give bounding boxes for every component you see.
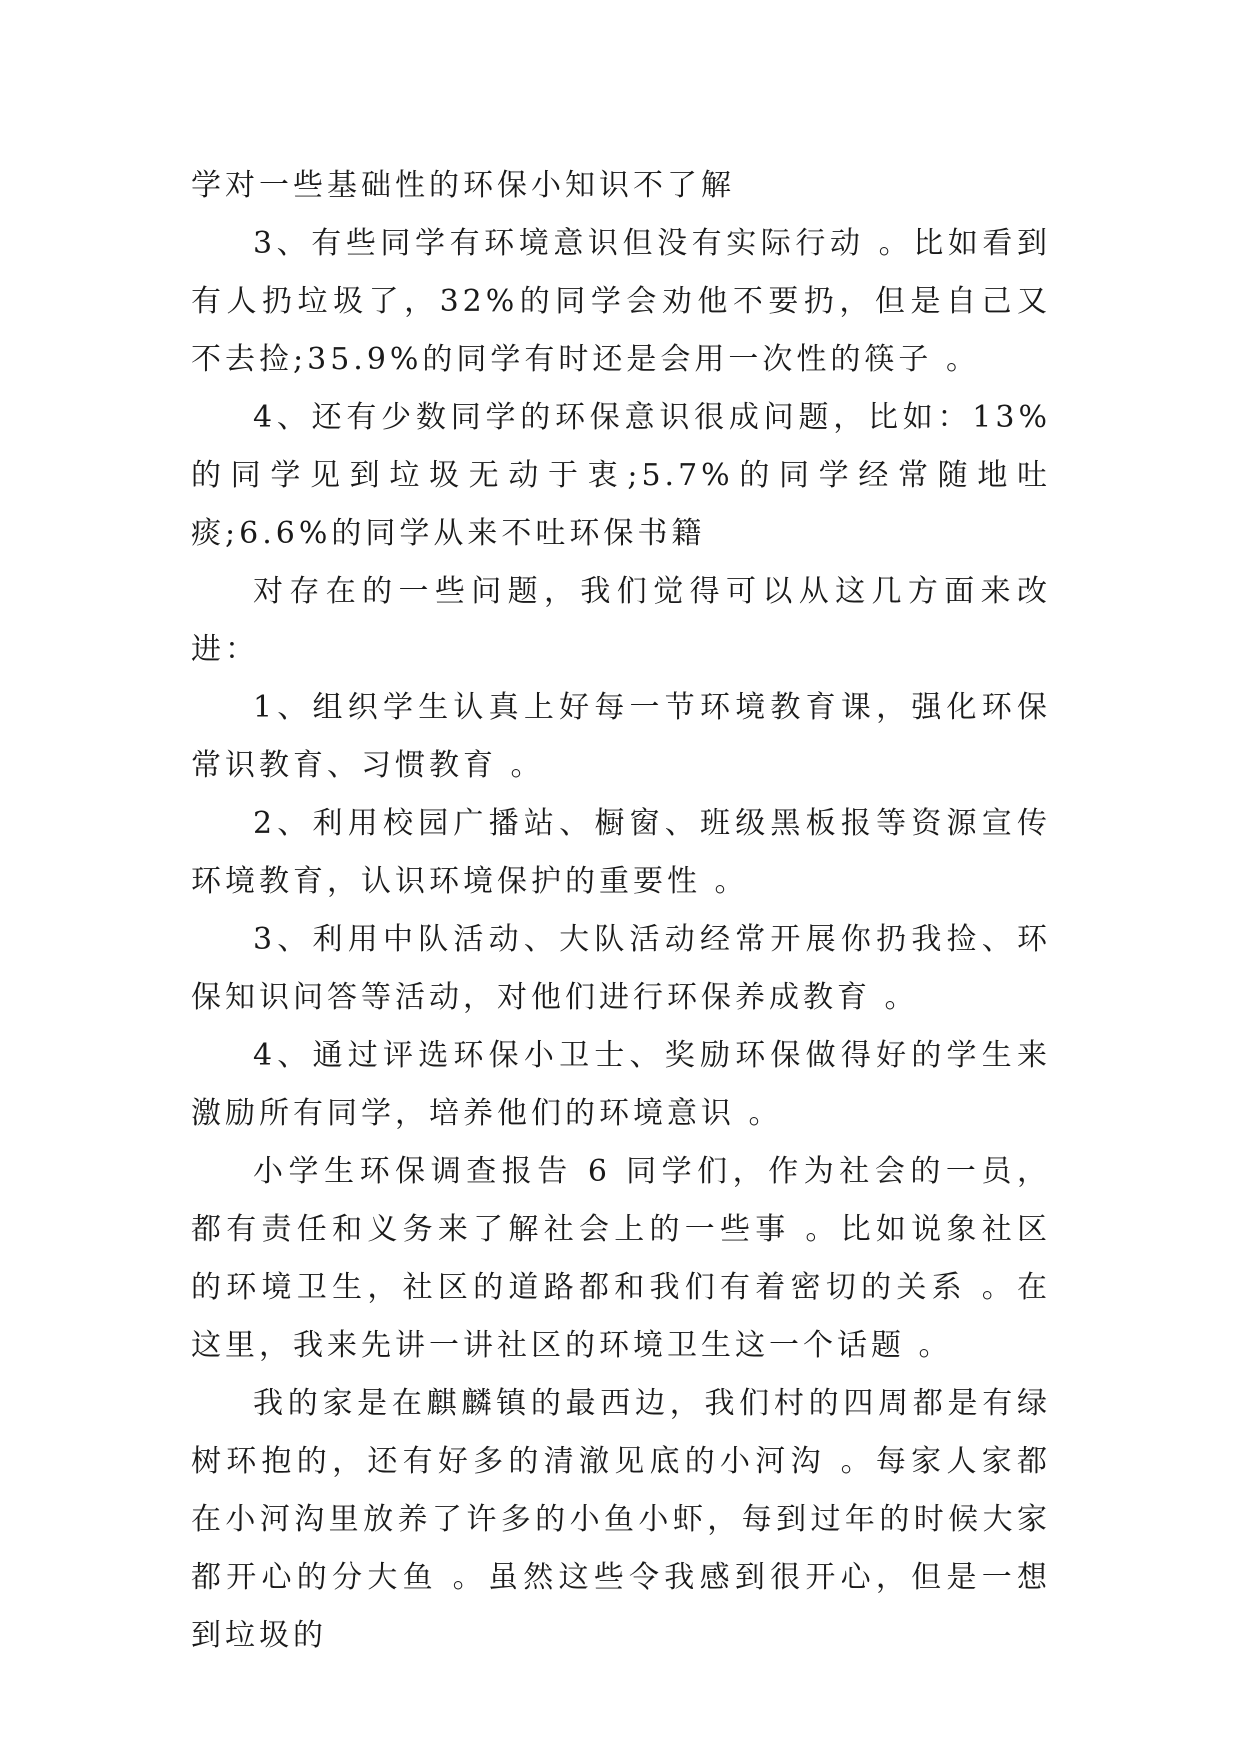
paragraph-improvement-3: 3、利用中队活动、大队活动经常开展你扔我捡、环保知识问答等活动，对他们进行环保养成教育 。 [191, 922, 1051, 1015]
paragraph-finding-4: 4、还有少数同学的环保意识很成问题，比如：13%的同学见到垃圾无动于衷;5.7%的同学经常随地吐痰;6.6%的同学从来不吐环保书籍 [191, 400, 1051, 551]
paragraph-improvement-1: 1、组织学生认真上好每一节环境教育课，强化环保常识教育、习惯教育 。 [191, 690, 1051, 783]
paragraph-report-6-home: 我的家是在麒麟镇的最西边，我们村的四周都是有绿树环抱的，还有好多的清澈见底的小河沟 。每家人家都在小河沟里放养了许多的小鱼小虾，每到过年的时候大家都开心的分大鱼 。虽然这些令我感到很开心，但是一想到垃圾的 [191, 1386, 1051, 1653]
paragraph-improvement-intro: 对存在的一些问题，我们觉得可以从这几方面来改进： [191, 574, 1051, 667]
paragraph-improvement-4: 4、通过评选环保小卫士、奖励环保做得好的学生来激励所有同学，培养他们的环境意识 。 [191, 1038, 1051, 1131]
document-body [191, 157, 1051, 1665]
paragraph-continuation: 学对一些基础性的环保小知识不了解 [191, 168, 735, 203]
paragraph-report-6-intro: 小学生环保调查报告 6 同学们，作为社会的一员，都有责任和义务来了解社会上的一些事 。比如说象社区的环境卫生，社区的道路都和我们有着密切的关系 。在这里，我来先讲一讲社区的环境卫生这一个话题 。 [191, 1154, 1051, 1363]
paragraph-finding-3: 3、有些同学有环境意识但没有实际行动 。比如看到有人扔垃圾了，32%的同学会劝他不要扔，但是自己又不去捡;35.9%的同学有时还是会用一次性的筷子 。 [191, 226, 1051, 377]
paragraph-improvement-2: 2、利用校园广播站、橱窗、班级黑板报等资源宣传环境教育，认识环境保护的重要性 。 [191, 806, 1051, 899]
